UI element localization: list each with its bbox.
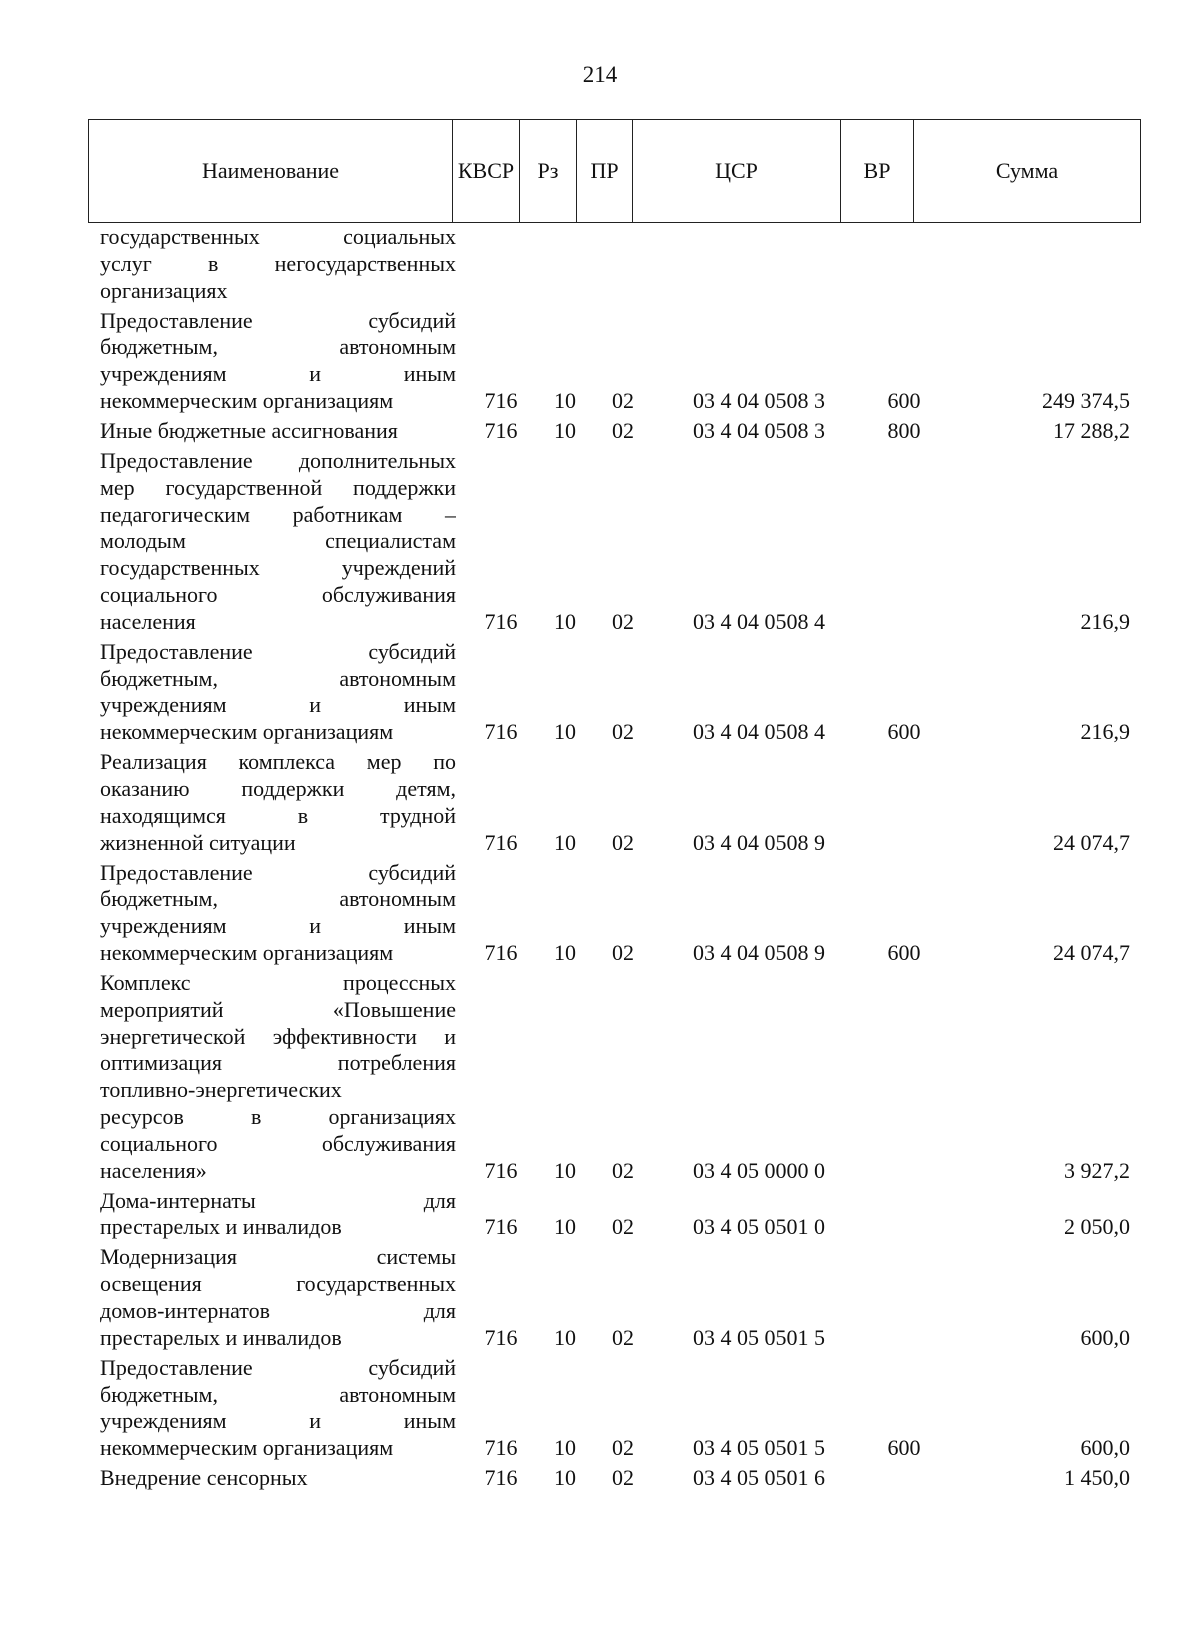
row-name-line: государственных учреждений: [100, 555, 456, 581]
cell-vr: 600: [887, 388, 921, 413]
cell-kvsr: 716: [484, 1324, 518, 1350]
cell-rz: 10: [554, 1157, 576, 1183]
cell-sum: 600,0: [1080, 1435, 1130, 1461]
row-name-line: Внедрение сенсорных: [100, 1465, 308, 1491]
header-vr: ВР: [841, 120, 914, 223]
row-name-line: Предоставление субсидий: [100, 859, 456, 885]
cell-kvsr: 716: [484, 1465, 518, 1491]
cell-sum: 2 050,0: [1064, 1214, 1130, 1240]
cell-csr: 03 4 04 0508 3: [693, 388, 825, 413]
row-name-line: оптимизация потребления: [100, 1050, 456, 1076]
row-name: [100, 1244, 456, 1351]
cell-sum: 216,9: [1080, 608, 1130, 634]
cell-sum: 600,0: [1080, 1324, 1130, 1350]
row-name-line: ресурсов в организациях: [100, 1103, 456, 1129]
cell-rz: 10: [554, 829, 576, 855]
cell-rz: 10: [554, 719, 576, 745]
row-name-line: престарелых и инвалидов: [100, 1214, 342, 1240]
cell-pr: 02: [612, 1214, 634, 1240]
row-name: [100, 308, 456, 415]
row-name-line: государственных социальных: [100, 224, 456, 249]
row-name-line: услуг в негосударственных: [100, 250, 456, 276]
table-header: [88, 119, 1141, 223]
table-row: [0, 639, 1200, 749]
row-name-line: некоммерческим организациям: [100, 939, 394, 965]
table-row: [0, 860, 1200, 970]
cell-sum: 216,9: [1080, 719, 1130, 745]
row-name-line: молодым специалистам: [100, 528, 456, 554]
row-name-line: бюджетным, автономным: [100, 334, 456, 360]
row-name-line: Предоставление субсидий: [100, 638, 456, 664]
row-name: [100, 639, 456, 746]
cell-csr: 03 4 05 0000 0: [693, 1157, 825, 1183]
header-csr: ЦСР: [633, 120, 841, 223]
cell-kvsr: 716: [484, 418, 518, 443]
cell-pr: 02: [612, 829, 634, 855]
cell-kvsr: 716: [484, 1214, 518, 1240]
cell-kvsr: 716: [484, 719, 518, 745]
row-name: [100, 224, 456, 304]
row-name-line: освещения государственных: [100, 1271, 456, 1297]
cell-sum: 17 288,2: [1053, 418, 1130, 443]
row-name-line: населения: [100, 608, 196, 634]
table-row: [0, 448, 1200, 639]
row-name-line: Дома-интернаты для: [100, 1187, 456, 1213]
cell-csr: 03 4 04 0508 9: [693, 829, 825, 855]
row-name: [100, 1188, 456, 1242]
row-name-line: социального обслуживания: [100, 1130, 456, 1156]
cell-csr: 03 4 05 0501 0: [693, 1214, 825, 1240]
cell-rz: 10: [554, 1435, 576, 1461]
page-number: 214: [582, 62, 618, 87]
row-name-line: организациях: [100, 277, 228, 303]
cell-rz: 10: [554, 939, 576, 965]
row-name-line: оказанию поддержки детям,: [100, 775, 456, 801]
table-body: [0, 224, 1200, 1495]
row-name-line: Реализация комплекса мер по: [100, 749, 456, 775]
cell-rz: 10: [554, 1214, 576, 1240]
cell-kvsr: 716: [484, 1157, 518, 1183]
header-kvsr: КВСР: [453, 120, 520, 223]
row-name-line: учреждениям и иным: [100, 692, 456, 718]
row-name-line: некоммерческим организациям: [100, 387, 394, 413]
table-row: [0, 418, 1200, 448]
cell-pr: 02: [612, 388, 634, 413]
row-name-line: энергетической эффективности и: [100, 1023, 456, 1049]
cell-csr: 03 4 04 0508 3: [693, 418, 825, 443]
header-pr: ПР: [577, 120, 633, 223]
cell-pr: 02: [612, 719, 634, 745]
table-row: [0, 224, 1200, 308]
row-name-line: некоммерческим организациям: [100, 719, 394, 745]
row-name-line: мероприятий «Повышение: [100, 996, 456, 1022]
cell-vr: 600: [887, 719, 921, 745]
row-name: [100, 1355, 456, 1462]
table-row: [0, 1244, 1200, 1354]
row-name-line: мер государственной поддержки: [100, 474, 456, 500]
row-name: [100, 418, 456, 445]
header-name: Наименование: [89, 120, 453, 223]
row-name: [100, 749, 456, 856]
row-name-line: педагогическим работникам –: [100, 501, 456, 527]
cell-csr: 03 4 04 0508 4: [693, 608, 825, 634]
row-name-line: бюджетным, автономным: [100, 665, 456, 691]
cell-csr: 03 4 05 0501 5: [693, 1435, 825, 1461]
cell-csr: 03 4 05 0501 6: [693, 1465, 825, 1491]
row-name-line: Комплекс процессных: [100, 969, 456, 995]
row-name-line: жизненной ситуации: [100, 829, 296, 855]
cell-sum: 24 074,7: [1053, 829, 1130, 855]
cell-sum: 249 374,5: [1042, 388, 1130, 413]
cell-pr: 02: [612, 939, 634, 965]
row-name-line: топливно-энергетических: [100, 1077, 342, 1103]
row-name-line: домов-интернатов для: [100, 1297, 456, 1323]
cell-kvsr: 716: [484, 1435, 518, 1461]
cell-vr: 600: [887, 939, 921, 965]
cell-rz: 10: [554, 388, 576, 413]
cell-kvsr: 716: [484, 608, 518, 634]
cell-kvsr: 716: [484, 829, 518, 855]
header-rz: Рз: [520, 120, 577, 223]
cell-csr: 03 4 04 0508 4: [693, 719, 825, 745]
cell-kvsr: 716: [484, 388, 518, 413]
header-sum: Сумма: [914, 120, 1141, 223]
cell-pr: 02: [612, 1435, 634, 1461]
row-name-line: бюджетным, автономным: [100, 1381, 456, 1407]
cell-rz: 10: [554, 1465, 576, 1491]
table-row: [0, 1465, 1200, 1495]
row-name-line: Предоставление субсидий: [100, 1354, 456, 1380]
row-name-line: бюджетным, автономным: [100, 886, 456, 912]
cell-pr: 02: [612, 1324, 634, 1350]
table-row: [0, 308, 1200, 418]
row-name-line: социального обслуживания: [100, 581, 456, 607]
row-name-line: Модернизация системы: [100, 1244, 456, 1270]
row-name: [100, 860, 456, 967]
row-name-line: Предоставление субсидий: [100, 307, 456, 333]
row-name-line: учреждениям и иным: [100, 1408, 456, 1434]
row-name-line: учреждениям и иным: [100, 913, 456, 939]
row-name: [100, 1465, 456, 1492]
table-row: [0, 749, 1200, 859]
table-row: [0, 1355, 1200, 1465]
cell-pr: 02: [612, 608, 634, 634]
row-name-line: Иные бюджетные ассигнования: [100, 417, 398, 443]
cell-pr: 02: [612, 1157, 634, 1183]
cell-vr: 800: [887, 418, 921, 443]
cell-rz: 10: [554, 418, 576, 443]
row-name-line: некоммерческим организациям: [100, 1435, 394, 1461]
cell-pr: 02: [612, 418, 634, 443]
row-name-line: престарелых и инвалидов: [100, 1324, 342, 1350]
cell-sum: 1 450,0: [1064, 1465, 1130, 1491]
table-row: [0, 970, 1200, 1188]
cell-vr: 600: [887, 1435, 921, 1461]
row-name-line: находящимся в трудной: [100, 802, 456, 828]
row-name-line: Предоставление дополнительных: [100, 447, 456, 473]
cell-sum: 3 927,2: [1064, 1157, 1130, 1183]
row-name: [100, 448, 456, 636]
cell-pr: 02: [612, 1465, 634, 1491]
table-row: [0, 1188, 1200, 1245]
cell-rz: 10: [554, 1324, 576, 1350]
cell-sum: 24 074,7: [1053, 939, 1130, 965]
cell-csr: 03 4 04 0508 9: [693, 939, 825, 965]
cell-kvsr: 716: [484, 939, 518, 965]
row-name-line: учреждениям и иным: [100, 361, 456, 387]
row-name-line: населения»: [100, 1157, 207, 1183]
row-name: [100, 970, 456, 1184]
cell-rz: 10: [554, 608, 576, 634]
cell-csr: 03 4 05 0501 5: [693, 1324, 825, 1350]
